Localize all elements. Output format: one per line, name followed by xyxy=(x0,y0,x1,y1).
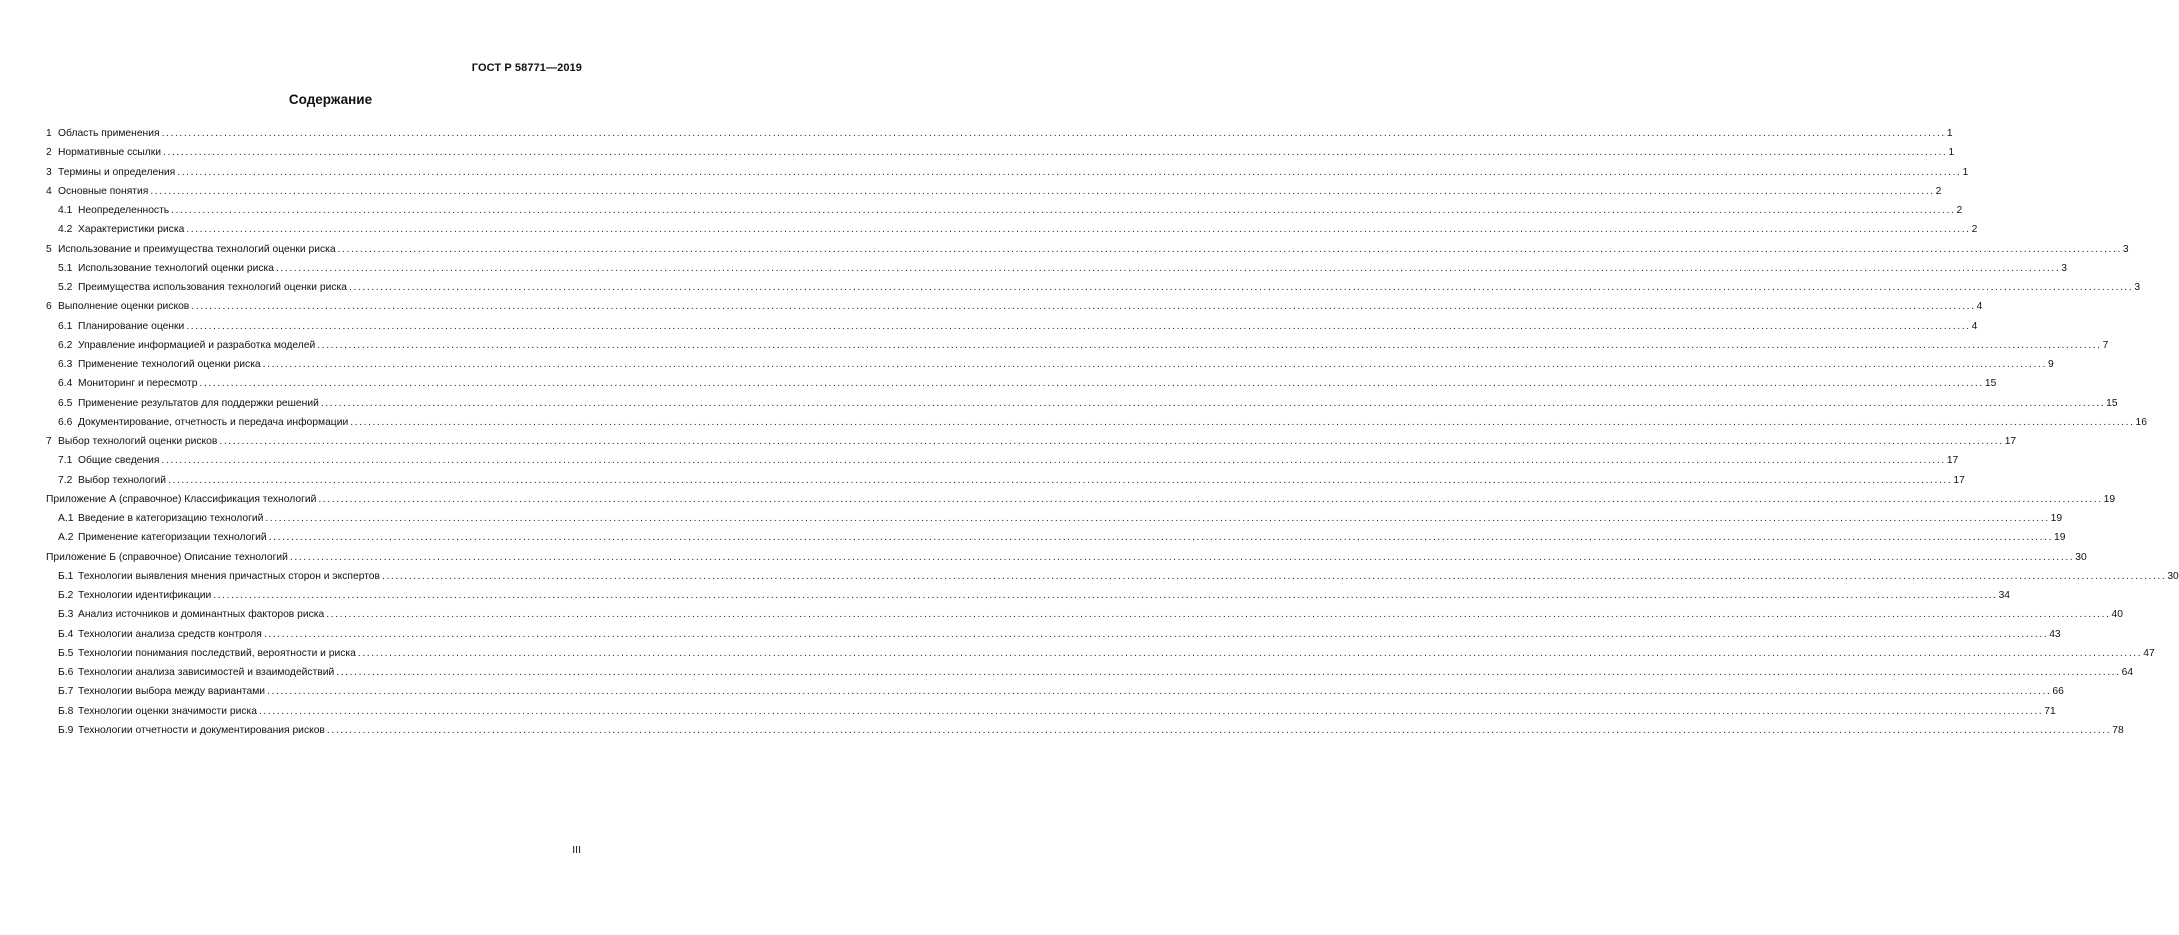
toc-entry[interactable] xyxy=(46,567,2179,586)
toc-dot-leader: ................................................................................................................................................................................................................................................................................................................................................................................................................ xyxy=(163,147,1948,159)
toc-dot-leader: ................................................................................................................................................................................................................................................................................................................................................................................................................ xyxy=(349,282,2134,293)
toc-dot-leader: ................................................................................................................................................................................................................................................................................................................................................................................................................ xyxy=(150,185,1935,197)
toc-entry-number: 6.5 xyxy=(58,397,73,409)
toc-entry-title: Применение категоризации технологий xyxy=(78,532,267,544)
toc-entry-page: 19 xyxy=(2054,532,2066,544)
toc-entry-title: Использование и преимущества технологий оценки риска xyxy=(58,243,336,255)
toc-entry-number: 1 xyxy=(46,128,52,139)
toc-dot-leader: ................................................................................................................................................................................................................................................................................................................................................................................................................ xyxy=(258,705,2044,717)
toc-entry[interactable] xyxy=(46,471,1965,490)
toc-dot-leader: ................................................................................................................................................................................................................................................................................................................................................................................................................ xyxy=(326,724,2112,736)
toc-entry-title: Управление информацией и разработка моделей xyxy=(78,339,316,351)
toc-entry-number: 6.6 xyxy=(58,416,73,428)
toc-entry-page: 1 xyxy=(1948,147,1955,159)
toc-entry[interactable] xyxy=(46,124,1953,143)
toc-entry[interactable] xyxy=(46,220,1978,239)
toc-entry-number: Б.2 xyxy=(58,590,74,601)
toc-entry-title: Термины и определения xyxy=(58,166,176,178)
toc-entry-page: 47 xyxy=(2143,647,2155,659)
toc-entry[interactable] xyxy=(46,240,2129,259)
toc-entry[interactable] xyxy=(46,702,2056,721)
toc-entry-page: 3 xyxy=(2061,262,2068,274)
toc-entry-title: Приложение А (справочное) Классификация технологий xyxy=(46,493,317,505)
toc-entry-number: Б.8 xyxy=(58,705,74,717)
toc-dot-leader: ................................................................................................................................................................................................................................................................................................................................................................................................................ xyxy=(382,570,2167,582)
toc-entry[interactable] xyxy=(46,663,2134,682)
toc-entry-page: 3 xyxy=(2134,282,2141,293)
toc-entry-page: 30 xyxy=(2167,570,2179,582)
toc-dot-leader: ................................................................................................................................................................................................................................................................................................................................................................................................................ xyxy=(275,262,2061,274)
toc-entry-number: 6.4 xyxy=(58,378,73,390)
toc-entry-title: Документирование, отчетность и передача информации xyxy=(78,416,349,428)
toc-entry-title: Технологии оценки значимости риска xyxy=(78,705,257,717)
toc-dot-leader: ................................................................................................................................................................................................................................................................................................................................................................................................................ xyxy=(171,205,1956,216)
toc-entry-number: 7 xyxy=(46,436,52,447)
toc-entry-title: Применение технологий оценки риска xyxy=(78,359,261,370)
toc-dot-leader: ................................................................................................................................................................................................................................................................................................................................................................................................................ xyxy=(191,301,1976,313)
toc-entry-page: 4 xyxy=(1971,320,1978,332)
toc-dot-leader: ................................................................................................................................................................................................................................................................................................................................................................................................................ xyxy=(265,513,2050,524)
toc-entry-page: 34 xyxy=(1998,590,2011,601)
toc-entry-number: А.1 xyxy=(58,513,74,524)
toc-entry[interactable] xyxy=(46,182,1942,201)
toc-entry[interactable] xyxy=(46,432,2017,451)
document-id: ГОСТ Р 58771—2019 xyxy=(471,62,582,74)
toc-entry-page: 17 xyxy=(1953,474,1965,486)
toc-entry-number: 4.1 xyxy=(58,205,73,216)
toc-dot-leader: ................................................................................................................................................................................................................................................................................................................................................................................................................ xyxy=(268,532,2054,544)
toc-entry-page: 66 xyxy=(2052,686,2064,698)
toc-entry-page: 2 xyxy=(1971,224,1978,236)
toc-dot-leader: ................................................................................................................................................................................................................................................................................................................................................................................................................ xyxy=(317,339,2102,351)
toc-entry-number: 6.3 xyxy=(58,359,73,370)
toc-entry-page: 15 xyxy=(2106,397,2118,409)
toc-entry[interactable] xyxy=(46,586,2011,605)
toc-entry-number: Б.9 xyxy=(58,724,74,736)
toc-entry-number: Б.7 xyxy=(58,686,74,698)
toc-entry-page: 43 xyxy=(2049,628,2061,640)
toc-entry-number: 5.2 xyxy=(58,282,73,293)
toc-entry-page: 2 xyxy=(1935,185,1942,197)
toc-entry[interactable] xyxy=(46,625,2061,644)
toc-dot-leader: ................................................................................................................................................................................................................................................................................................................................................................................................................ xyxy=(213,590,1998,601)
toc-entry-title: Характеристики риска xyxy=(78,224,185,236)
toc-entry-page: 17 xyxy=(2004,436,2017,447)
toc-entry-title: Область применения xyxy=(58,128,160,139)
toc-entry-page: 1 xyxy=(1946,128,1953,139)
toc-dot-leader: ................................................................................................................................................................................................................................................................................................................................................................................................................ xyxy=(337,243,2122,255)
page-title: Содержание xyxy=(288,92,373,107)
toc-entry-title: Технологии анализа средств контроля xyxy=(78,628,262,640)
toc-entry-title: Технологии отчетности и документирования рисков xyxy=(78,724,325,736)
toc-dot-leader: ................................................................................................................................................................................................................................................................................................................................................................................................................ xyxy=(320,397,2106,409)
toc-entry[interactable] xyxy=(46,355,2054,374)
toc-entry-page: 30 xyxy=(2075,551,2087,563)
toc-entry-number: Б.3 xyxy=(58,609,74,621)
toc-entry-title: Использование технологий оценки риска xyxy=(78,262,274,274)
toc-entry[interactable] xyxy=(46,413,2148,432)
toc-entry[interactable] xyxy=(46,336,2109,355)
toc-entry-number: 6 xyxy=(46,301,52,313)
toc-entry-title: Мониторинг и пересмотр xyxy=(78,378,198,390)
toc-dot-leader: ................................................................................................................................................................................................................................................................................................................................................................................................................ xyxy=(161,455,1946,467)
toc-entry-title: Технологии выявления мнения причастных сторон и экспертов xyxy=(78,570,380,582)
toc-entry-title: Анализ источников и доминантных факторов риска xyxy=(78,609,325,621)
toc-entry-page: 2 xyxy=(1956,205,1963,216)
toc-entry-title: Неопределенность xyxy=(78,205,170,216)
toc-entry[interactable] xyxy=(46,605,2124,624)
toc-dot-leader: ................................................................................................................................................................................................................................................................................................................................................................................................................ xyxy=(267,686,2052,698)
toc-entry-title: Планирование оценки xyxy=(78,320,185,332)
toc-dot-leader: ................................................................................................................................................................................................................................................................................................................................................................................................................ xyxy=(186,224,1971,236)
toc-entry-title: Технологии выбора между вариантами xyxy=(78,686,266,698)
toc-dot-leader: ................................................................................................................................................................................................................................................................................................................................................................................................................ xyxy=(326,609,2111,621)
toc-entry-title: Выполнение оценки рисков xyxy=(58,301,190,313)
toc-entry[interactable] xyxy=(46,490,2116,509)
toc-entry[interactable] xyxy=(46,201,1963,220)
toc-entry[interactable] xyxy=(46,278,2141,297)
toc-entry-title: Технологии анализа зависимостей и взаимодействий xyxy=(78,667,335,678)
toc-entry[interactable] xyxy=(46,721,2124,740)
toc-entry-page: 1 xyxy=(1962,166,1969,178)
toc-dot-leader: ................................................................................................................................................................................................................................................................................................................................................................................................................ xyxy=(318,493,2103,505)
toc-entry-title: Преимущества использования технологий оценки риска xyxy=(78,282,348,293)
toc-dot-leader: ................................................................................................................................................................................................................................................................................................................................................................................................................ xyxy=(199,378,1984,390)
toc-entry-number: 4 xyxy=(46,185,52,197)
toc-entry-number: 3 xyxy=(46,166,52,178)
toc-entry-page: 71 xyxy=(2044,705,2056,717)
toc-entry-page: 3 xyxy=(2122,243,2129,255)
toc-entry[interactable] xyxy=(46,451,1959,470)
toc-entry-page: 4 xyxy=(1976,301,1983,313)
toc-entry-number: 6.2 xyxy=(58,339,73,351)
toc-entry-number: Б.4 xyxy=(58,628,74,640)
toc-dot-leader: ................................................................................................................................................................................................................................................................................................................................................................................................................ xyxy=(357,647,2143,659)
toc-dot-leader: ................................................................................................................................................................................................................................................................................................................................................................................................................ xyxy=(262,359,2047,370)
toc-entry-number: 5 xyxy=(46,243,52,255)
toc-entry-title: Выбор технологий xyxy=(78,474,167,486)
toc-entry-title: Введение в категоризацию технологий xyxy=(78,513,264,524)
table-of-contents xyxy=(46,124,2179,740)
toc-entry-page: 9 xyxy=(2047,359,2054,370)
toc-entry[interactable] xyxy=(46,394,2118,413)
toc-entry[interactable] xyxy=(46,259,2068,278)
toc-dot-leader: ................................................................................................................................................................................................................................................................................................................................................................................................................ xyxy=(168,474,1953,486)
toc-entry-title: Приложение Б (справочное) Описание технологий xyxy=(46,551,288,563)
toc-dot-leader: ................................................................................................................................................................................................................................................................................................................................................................................................................ xyxy=(161,128,1946,139)
toc-dot-leader: ................................................................................................................................................................................................................................................................................................................................................................................................................ xyxy=(177,166,1962,178)
toc-entry-page: 15 xyxy=(1984,378,1997,390)
toc-entry-title: Нормативные ссылки xyxy=(58,147,162,159)
toc-dot-leader: ................................................................................................................................................................................................................................................................................................................................................................................................................ xyxy=(289,551,2075,563)
toc-entry-page: 19 xyxy=(2050,513,2063,524)
toc-entry-title: Технологии идентификации xyxy=(78,590,212,601)
toc-entry[interactable] xyxy=(46,644,2155,663)
toc-entry-number: Б.6 xyxy=(58,667,74,678)
toc-entry-number: Б.1 xyxy=(58,570,74,582)
toc-entry-number: 6.1 xyxy=(58,320,73,332)
toc-entry-title: Технологии понимания последствий, вероятности и риска xyxy=(78,647,356,659)
toc-dot-leader: ................................................................................................................................................................................................................................................................................................................................................................................................................ xyxy=(186,320,1971,332)
toc-entry-title: Общие сведения xyxy=(78,455,160,467)
toc-entry-title: Выбор технологий оценки рисков xyxy=(58,436,218,447)
toc-entry-page: 7 xyxy=(2102,339,2109,351)
toc-entry-number: 2 xyxy=(46,147,52,159)
toc-entry-title: Основные понятия xyxy=(58,185,149,197)
toc-entry[interactable] xyxy=(46,297,1983,316)
toc-entry-title: Применение результатов для поддержки решений xyxy=(78,397,319,409)
toc-entry[interactable] xyxy=(46,682,2064,701)
toc-entry[interactable] xyxy=(46,548,2087,567)
toc-dot-leader: ................................................................................................................................................................................................................................................................................................................................................................................................................ xyxy=(336,667,2121,678)
toc-entry[interactable] xyxy=(46,163,1969,182)
toc-dot-leader: ................................................................................................................................................................................................................................................................................................................................................................................................................ xyxy=(219,436,2004,447)
toc-entry-number: 5.1 xyxy=(58,262,73,274)
toc-entry-number: 4.2 xyxy=(58,224,73,236)
toc-entry-number: Б.5 xyxy=(58,647,74,659)
toc-entry[interactable] xyxy=(46,317,1978,336)
toc-entry-page: 16 xyxy=(2135,416,2148,428)
toc-entry[interactable] xyxy=(46,374,1997,393)
toc-entry-page: 17 xyxy=(1946,455,1959,467)
toc-entry-page: 64 xyxy=(2121,667,2134,678)
toc-entry-page: 19 xyxy=(2103,493,2116,505)
toc-entry-page: 40 xyxy=(2111,609,2124,621)
toc-entry-number: 7.1 xyxy=(58,455,73,467)
toc-entry[interactable] xyxy=(46,528,2066,547)
toc-entry-page: 78 xyxy=(2112,724,2124,736)
toc-entry-number: 7.2 xyxy=(58,474,73,486)
toc-entry[interactable] xyxy=(46,143,1955,162)
toc-entry[interactable] xyxy=(46,509,2063,528)
toc-entry-number: А.2 xyxy=(58,532,74,544)
page-number: III xyxy=(572,844,581,856)
toc-dot-leader: ................................................................................................................................................................................................................................................................................................................................................................................................................ xyxy=(350,416,2135,428)
toc-dot-leader: ................................................................................................................................................................................................................................................................................................................................................................................................................ xyxy=(263,628,2049,640)
